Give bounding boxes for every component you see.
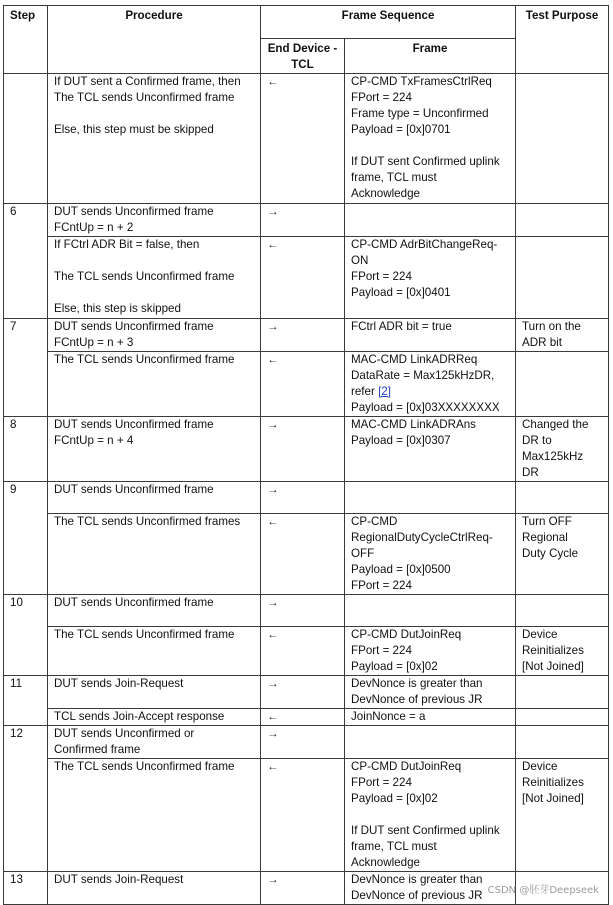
right-arrow-icon: → <box>261 595 345 627</box>
procedure-cell: DUT sends Unconfirmed or Confirmed frame <box>48 726 261 759</box>
procedure-cell: The TCL sends Unconfirmed frames <box>48 514 261 595</box>
table-row <box>4 237 609 319</box>
table-row <box>4 759 609 872</box>
left-arrow-icon: ← <box>261 709 345 726</box>
left-arrow-icon: ← <box>261 237 345 319</box>
frame-cell <box>345 595 516 627</box>
left-arrow-icon: ← <box>261 627 345 676</box>
purpose-cell: Changed the DR to Max125kHz DR <box>516 417 609 482</box>
step-cell: 8 <box>4 417 48 482</box>
purpose-cell <box>516 676 609 709</box>
left-arrow-icon: ← <box>261 74 345 204</box>
watermark: CSDN @胚芽Deepseek <box>487 885 599 896</box>
step-cell: 11 <box>4 676 48 726</box>
table-row <box>4 319 609 352</box>
purpose-cell <box>516 709 609 726</box>
right-arrow-icon: → <box>261 319 345 352</box>
table-row <box>4 352 609 417</box>
frame-cell <box>345 204 516 237</box>
table-row <box>4 74 609 204</box>
procedure-cell: The TCL sends Unconfirmed frame <box>48 627 261 676</box>
frame-cell: CP-CMD DutJoinReq FPort = 224 Payload = [0x]02 If DUT sent Confirmed uplink frame, TCL must Acknowledge <box>345 759 516 872</box>
table-row <box>4 482 609 514</box>
purpose-cell <box>516 74 609 204</box>
procedure-cell: DUT sends Join-Request <box>48 676 261 709</box>
procedure-cell: DUT sends Unconfirmed frame <box>48 595 261 627</box>
right-arrow-icon: → <box>261 726 345 759</box>
frame-header: Frame <box>345 39 516 74</box>
right-arrow-icon: → <box>261 872 345 905</box>
end-device-header: End Device - TCL <box>261 39 345 74</box>
purpose-cell <box>516 595 609 627</box>
step-cell: 7 <box>4 319 48 417</box>
right-arrow-icon: → <box>261 482 345 514</box>
purpose-cell: Device Reinitializes [Not Joined] <box>516 627 609 676</box>
step-cell: 10 <box>4 595 48 676</box>
right-arrow-icon: → <box>261 204 345 237</box>
step-cell <box>4 74 48 204</box>
frame-cell: CP-CMD DutJoinReq FPort = 224 Payload = [0x]02 <box>345 627 516 676</box>
frame-cell: CP-CMD RegionalDutyCycleCtrlReq- OFF Payload = [0x]0500 FPort = 224 <box>345 514 516 595</box>
frame-cell: DevNonce is greater than DevNonce of previous JR <box>345 676 516 709</box>
right-arrow-icon: → <box>261 676 345 709</box>
purpose-cell <box>516 204 609 237</box>
table-row <box>4 627 609 676</box>
left-arrow-icon: ← <box>261 759 345 872</box>
purpose-cell <box>516 237 609 319</box>
step-cell: 9 <box>4 482 48 595</box>
frame-cell: MAC-CMD LinkADRAns Payload = [0x]0307 <box>345 417 516 482</box>
frame-cell: FCtrl ADR bit = true <box>345 319 516 352</box>
table-row <box>4 417 609 482</box>
frame-cell: JoinNonce = a <box>345 709 516 726</box>
frame-sequence-header: Frame Sequence <box>261 6 516 39</box>
procedure-cell: The TCL sends Unconfirmed frame <box>48 759 261 872</box>
frame-cell <box>345 482 516 514</box>
purpose-cell: Device Reinitializes [Not Joined] <box>516 759 609 872</box>
test-purpose-header: Test Purpose <box>516 6 609 74</box>
table-row <box>4 595 609 627</box>
frame-cell: DevNonce is greater than DevNonce of previous JR <box>345 872 516 905</box>
frame-cell: CP-CMD TxFramesCtrlReq FPort = 224 Frame type = Unconfirmed Payload = [0x]0701 If DUT sent Confirmed uplink frame, TCL must Acknowledge <box>345 74 516 204</box>
left-arrow-icon: ← <box>261 514 345 595</box>
table-row <box>4 709 609 726</box>
table-row <box>4 726 609 759</box>
frame-sequence-table <box>3 5 609 905</box>
step-cell: 13 <box>4 872 48 905</box>
procedure-cell: DUT sends Unconfirmed frame FCntUp = n + 3 <box>48 319 261 352</box>
frame-cell: CP-CMD AdrBitChangeReq- ON FPort = 224 Payload = [0x]0401 <box>345 237 516 319</box>
header-row <box>4 6 609 39</box>
procedure-header: Procedure <box>48 6 261 74</box>
procedure-cell: DUT sends Join-Request <box>48 872 261 905</box>
reference-link[interactable]: [2] <box>378 385 391 398</box>
procedure-cell: If FCtrl ADR Bit = false, then The TCL sends Unconfirmed frame Else, this step is skipped <box>48 237 261 319</box>
procedure-cell: DUT sends Unconfirmed frame FCntUp = n + 4 <box>48 417 261 482</box>
frame-cell: MAC-CMD LinkADRReq DataRate = Max125kHzDR, refer [2] Payload = [0x]03XXXXXXXX <box>345 352 516 417</box>
frame-cell <box>345 726 516 759</box>
table-row <box>4 204 609 237</box>
procedure-cell: DUT sends Unconfirmed frame FCntUp = n + 2 <box>48 204 261 237</box>
step-header: Step <box>4 6 48 74</box>
procedure-cell: TCL sends Join-Accept response <box>48 709 261 726</box>
purpose-cell <box>516 352 609 417</box>
left-right-arrow-icon: ← <box>261 352 345 417</box>
purpose-cell: Turn OFF Regional Duty Cycle <box>516 514 609 595</box>
purpose-cell <box>516 482 609 514</box>
procedure-cell: The TCL sends Unconfirmed frame <box>48 352 261 417</box>
table-row <box>4 676 609 709</box>
step-cell: 12 <box>4 726 48 872</box>
table-row <box>4 514 609 595</box>
step-cell: 6 <box>4 204 48 319</box>
procedure-cell: DUT sends Unconfirmed frame <box>48 482 261 514</box>
purpose-cell <box>516 726 609 759</box>
procedure-cell: If DUT sent a Confirmed frame, then The TCL sends Unconfirmed frame Else, this step must be skipped <box>48 74 261 204</box>
purpose-cell: Turn on the ADR bit <box>516 319 609 352</box>
right-arrow-icon: → <box>261 417 345 482</box>
